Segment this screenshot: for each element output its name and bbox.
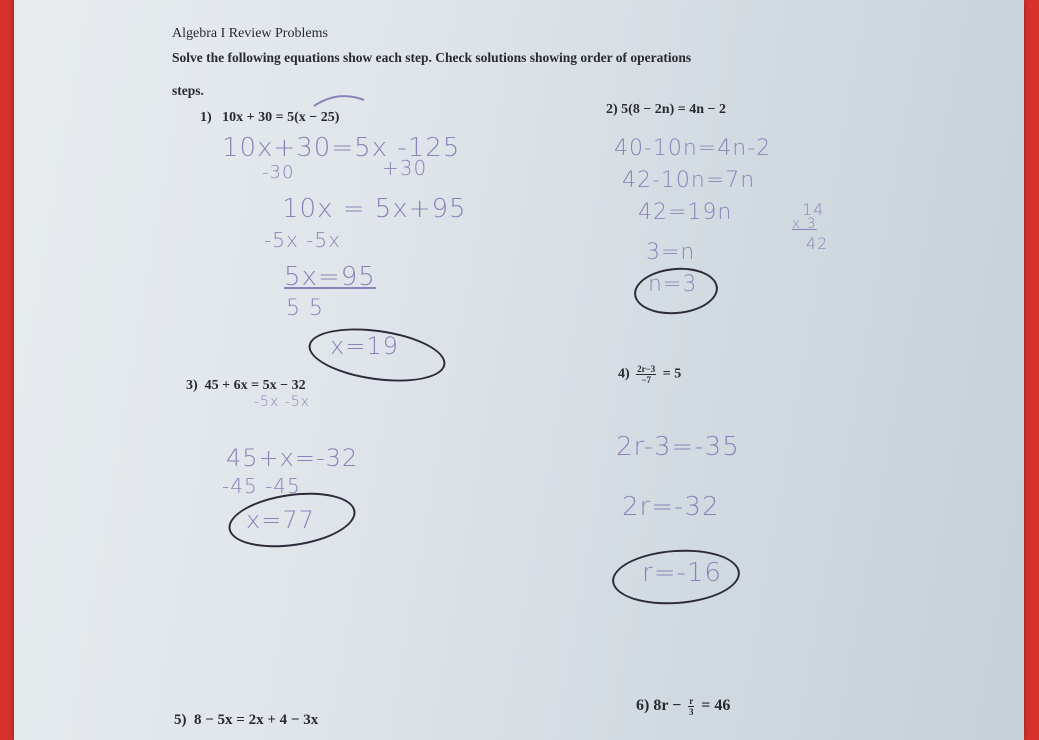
p1-work-line-4: 5x=95 — [284, 262, 376, 292]
p3-answer: x=77 — [246, 506, 315, 534]
p1-answer: x=19 — [330, 332, 399, 360]
p4-work-line-2: 2r=-32 — [622, 492, 720, 522]
problem-3-number: 3) — [186, 378, 198, 393]
problem-6-denominator: 3 — [689, 707, 694, 717]
p3-work-line-2: -45 -45 — [222, 474, 301, 498]
p2-work-line-3: 42=19n — [638, 200, 733, 225]
worksheet-page — [14, 0, 1024, 740]
problem-5 — [174, 712, 318, 729]
problem-6-rhs: = 46 — [701, 697, 731, 715]
p4-work-line-1: 2r-3=-35 — [616, 432, 740, 462]
problem-1-equation: 10x + 30 = 5(x − 25) — [222, 110, 340, 125]
problem-4-number: 4) — [618, 366, 630, 382]
p1-work-line-2: 10x = 5x+95 — [282, 194, 467, 224]
p2-side-calc-1: 14 — [802, 200, 825, 219]
p2-work-line-2: 42-10n=7n — [622, 168, 756, 193]
problem-4-numerator: 2r−3 — [637, 364, 656, 374]
problem-4-rhs: = 5 — [662, 366, 682, 382]
p3-work-line-0: -5x -5x — [254, 394, 310, 410]
p2-work-line-1: 40-10n=4n-2 — [614, 136, 772, 161]
problem-6-numerator: r — [689, 696, 694, 706]
p1-work-line-1: 10x+30=5x -125 — [222, 133, 461, 163]
problem-6-fraction — [688, 696, 694, 717]
problem-6 — [636, 696, 730, 717]
problem-4-denominator: −7 — [641, 375, 652, 385]
problem-2 — [606, 102, 726, 118]
instructions-line-1: Solve the following equations show each step. Check solutions showing order of operations — [172, 50, 692, 65]
p2-side-calc-2: x 3 — [792, 216, 817, 232]
p2-answer: n=3 — [648, 272, 698, 297]
p1-work-line-3: -5x -5x — [264, 228, 341, 252]
problem-1 — [200, 110, 339, 126]
problem-5-number: 5) — [174, 712, 187, 728]
distribute-arc-mark — [310, 90, 370, 110]
problem-6-number: 6) — [636, 697, 650, 715]
problem-4 — [618, 364, 681, 385]
p4-answer: r=-16 — [642, 558, 722, 588]
problem-5-equation: 8 − 5x = 2x + 4 − 3x — [194, 712, 319, 728]
problem-1-number: 1) — [200, 110, 212, 125]
problem-2-number: 2) — [606, 102, 618, 117]
problem-4-fraction — [636, 364, 656, 385]
p1-work-line-1b: +30 — [382, 156, 428, 180]
p2-work-line-4: 3=n — [646, 240, 696, 265]
instructions-line-2: steps. — [172, 83, 204, 98]
p3-work-line-1: 45+x=-32 — [226, 444, 359, 472]
worksheet-title: Algebra I Review Problems — [172, 26, 328, 41]
p2-side-calc-3: 42 — [806, 234, 829, 253]
problem-3 — [186, 378, 306, 394]
p1-work-line-5: 5 5 — [286, 296, 324, 321]
problem-2-equation: 5(8 − 2n) = 4n − 2 — [621, 102, 727, 117]
p1-work-line-1c: -30 — [262, 162, 295, 183]
problem-6-lead: 8r − — [653, 697, 682, 715]
problem-3-equation: 45 + 6x = 5x − 32 — [204, 378, 306, 393]
